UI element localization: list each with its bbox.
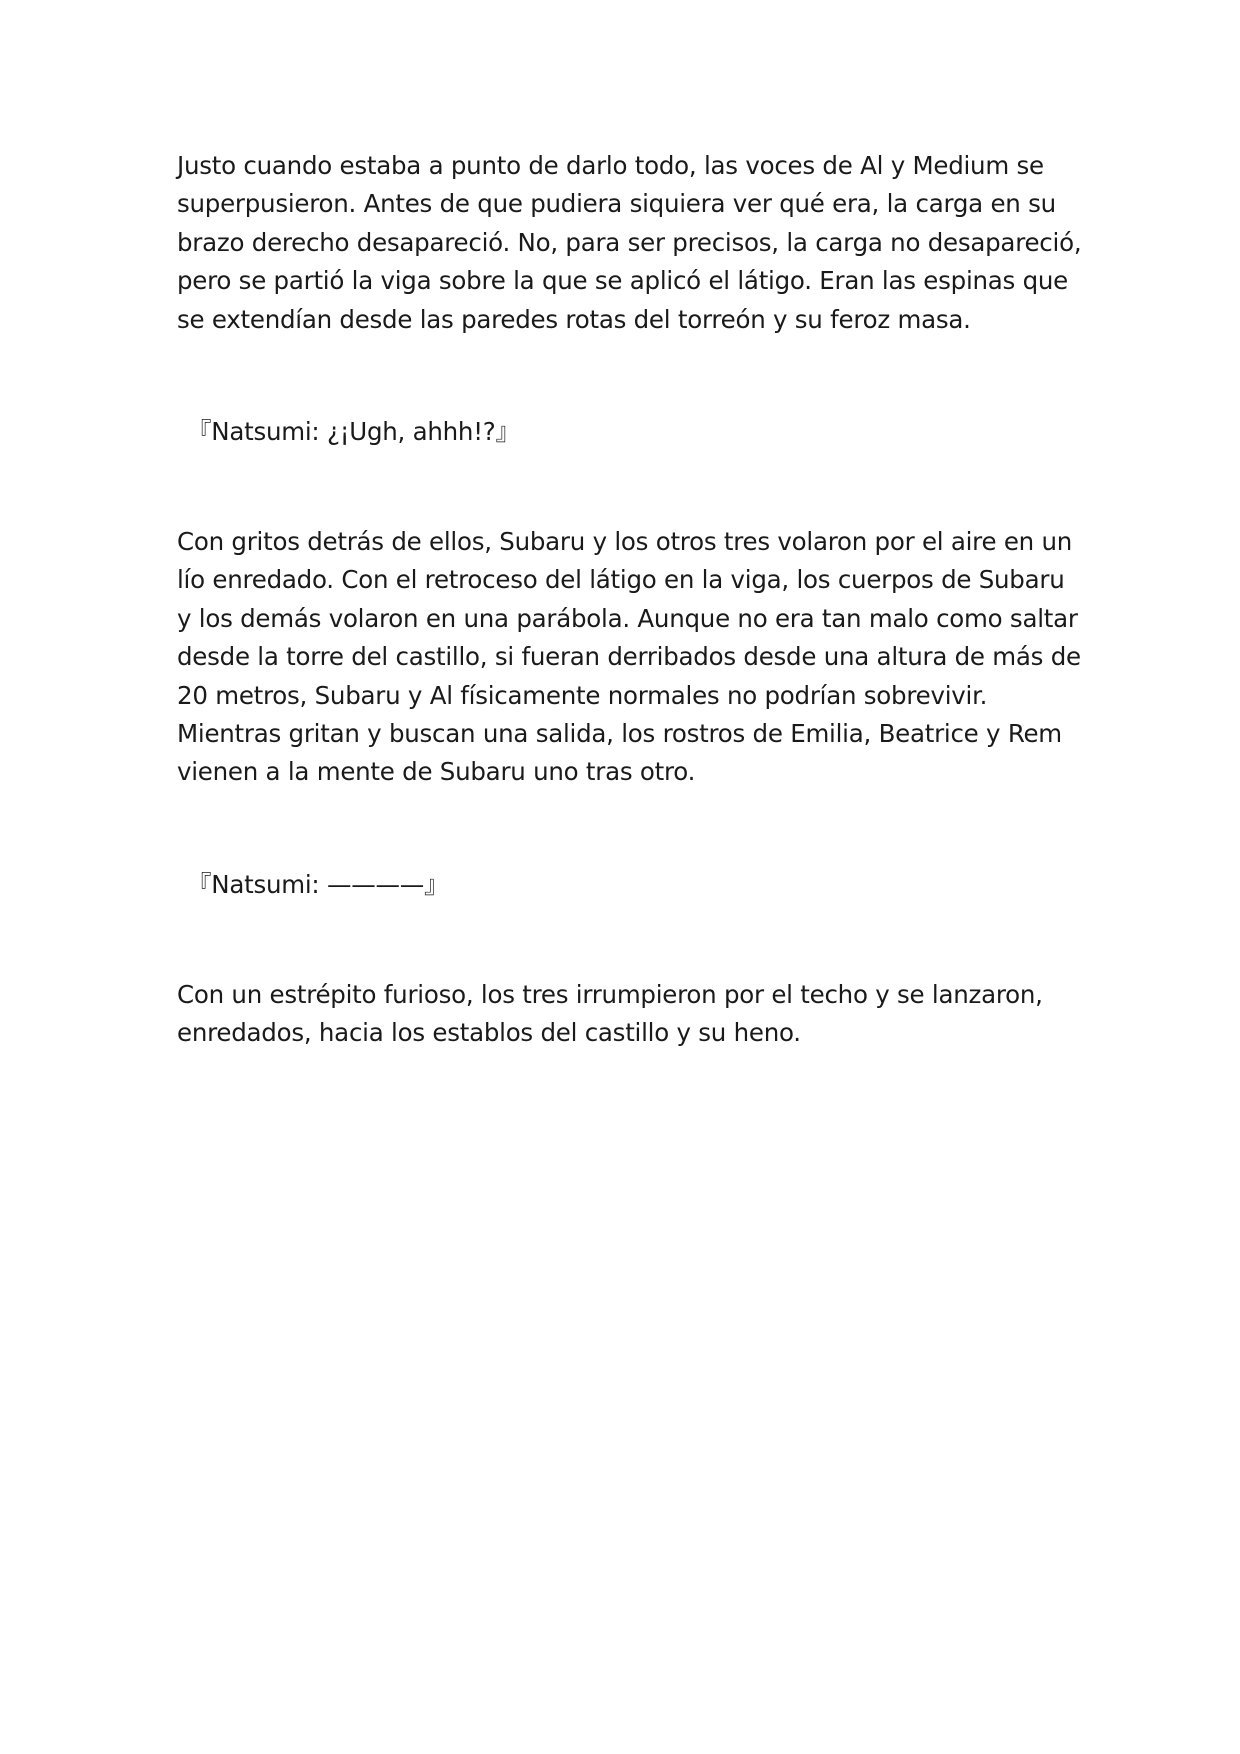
- paragraph-line: superpusieron. Antes de que pudiera siquiera ver qué era, la carga en su: [177, 189, 1056, 219]
- paragraph-line: vienen a la mente de Subaru uno tras otro.: [177, 757, 696, 787]
- paragraph-3: [177, 976, 1077, 1053]
- paragraph-line: brazo derecho desapareció. No, para ser precisos, la carga no desapareció,: [177, 227, 1082, 257]
- paragraph-line: enredados, hacia los establos del castillo y su heno.: [177, 1018, 801, 1048]
- dialogue-line-2: [187, 866, 1087, 904]
- paragraph-line: se extendían desde las paredes rotas del torreón y su feroz masa.: [177, 304, 971, 334]
- dialogue-text: 『Natsumi: ¿¡Ugh, ahhh!?』: [187, 417, 520, 446]
- paragraph-line: Justo cuando estaba a punto de darlo todo, las voces de Al y Medium se: [177, 151, 1044, 180]
- dialogue-line-1: [187, 413, 1087, 451]
- paragraph-line: 20 metros, Subaru y Al físicamente normales no podrían sobrevivir.: [177, 680, 988, 710]
- paragraph-line: lío enredado. Con el retroceso del látigo en la viga, los cuerpos de Subaru: [177, 565, 1065, 595]
- paragraph-line: Mientras gritan y buscan una salida, los rostros de Emilia, Beatrice y Rem: [177, 719, 1062, 749]
- paragraph-1: [177, 147, 1082, 339]
- paragraph-line: pero se partió la viga sobre la que se aplicó el látigo. Eran las espinas que: [177, 266, 1068, 296]
- paragraph-line: Con un estrépito furioso, los tres irrumpieron por el techo y se lanzaron,: [177, 980, 1043, 1009]
- paragraph-line: desde la torre del castillo, si fueran derribados desde una altura de más de: [177, 642, 1081, 672]
- paragraph-line: y los demás volaron en una parábola. Aunque no era tan malo como saltar: [177, 603, 1078, 633]
- paragraph-2: [177, 523, 1081, 792]
- dialogue-text: 『Natsumi: ————』: [187, 870, 449, 899]
- paragraph-line: Con gritos detrás de ellos, Subaru y los otros tres volaron por el aire en un: [177, 527, 1073, 556]
